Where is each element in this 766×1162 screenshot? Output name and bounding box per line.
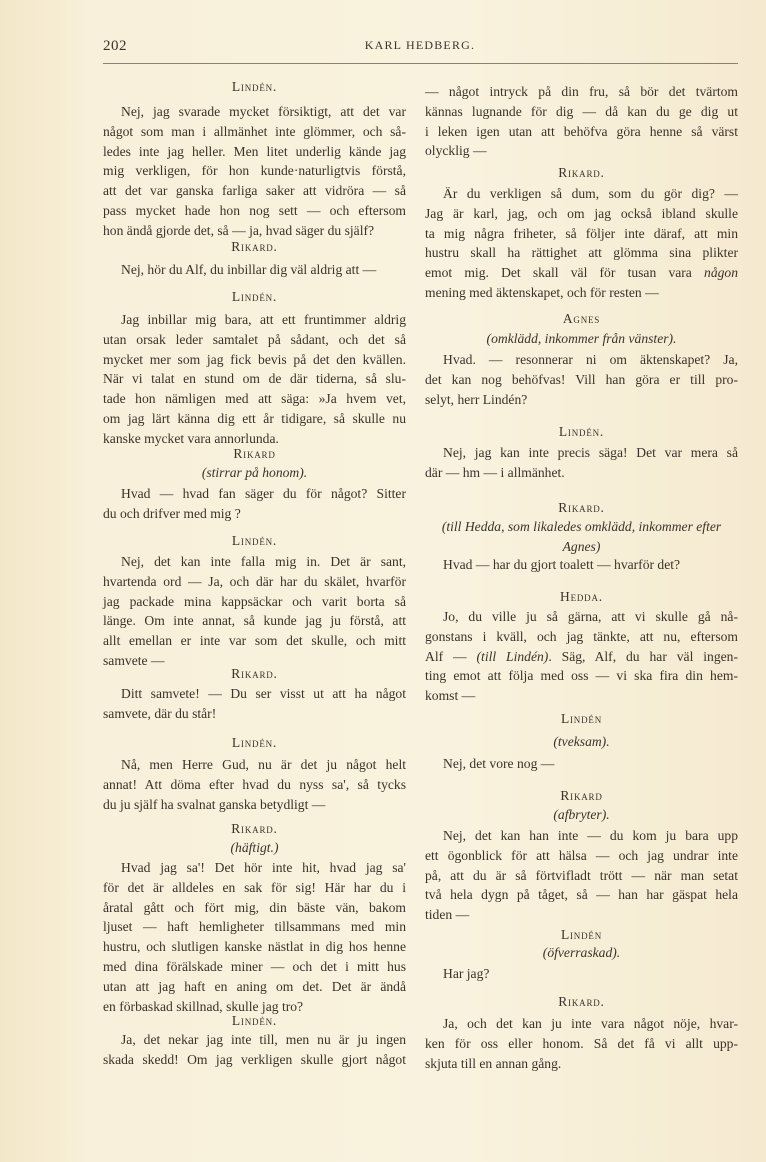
dialogue-line: hvartenda ord — Ja, och där har du skälet, hvarför — [103, 573, 406, 589]
dialogue-line: mening med äktenskapet, och för resten — — [425, 285, 659, 300]
speaker-name: Lindén. — [231, 735, 278, 750]
text-segment: emot mig. Det skall väl för tusan vara — [425, 265, 705, 281]
dialogue-line: att det var ganska farliga saker att vidröra — så — [103, 183, 406, 199]
speaker-name: Rikard. — [231, 239, 278, 254]
speaker-name: Agnes — [562, 311, 601, 326]
dialogue-line: Nej, hör du Alf, du inbillar dig väl aldrig att — — [121, 262, 377, 277]
dialogue-line: ta mig några friheter, så följer inte däraf, att min — [425, 225, 738, 241]
speaker-name: Hedda. — [560, 589, 603, 604]
dialogue-line: Ja, och det kan ju inte vara något nöje, hvar- — [443, 1016, 738, 1031]
dialogue-line: allt emellan er inte var som det skulle, och mitt — [103, 633, 406, 649]
stage-direction-line: (stirrar på honom). — [201, 465, 308, 480]
dialogue-line: Jag inbillar mig bara, att ett fruntimmer aldrig — [121, 312, 406, 327]
dialogue-line: du ju själf ha svalnat ganska betydligt — — [103, 796, 326, 812]
dialogue-line: komst — — [425, 688, 476, 704]
dialogue-line: med dina förälskade miner — och det i mitt hus — [103, 959, 406, 974]
dialogue-line: olycklig — — [425, 143, 487, 159]
dialogue-line: Hvad — hvad fan säger du för något? Sitter — [121, 486, 406, 501]
page-number: 202 — [103, 38, 127, 54]
dialogue-line: jag packade mina kappsäckar och varit borta så — [103, 593, 406, 609]
speaker-name: Lindén. — [231, 1013, 278, 1028]
dialogue-line — [425, 263, 738, 283]
stage-direction-line: (afbryter). — [553, 807, 610, 822]
dialogue-line: Hvad. — resonnerar ni om äktenskapet? Ja, — [443, 352, 738, 367]
dialogue-line: När vi talat en stund om de där tiderna, så slu- — [103, 371, 406, 387]
stage-direction-line: (häftigt.) — [230, 840, 279, 855]
stage-direction-line: Agnes) — [562, 538, 601, 554]
dialogue-line: där — hm — i allmänhet. — [425, 464, 565, 480]
dialogue-line: skada skedd! Om jag verkligen skulle gjort något — [103, 1051, 406, 1067]
dialogue-line: Ditt samvete! — Du ser visst ut att ha något — [121, 686, 406, 701]
dialogue-line: två hela dygn på tåget, så — han har gäspat hela — [425, 887, 738, 903]
dialogue-line: Nej, det vore nog — — [443, 756, 555, 771]
italic-text: någon — [704, 265, 738, 281]
running-head: KARL HEDBERG. — [364, 38, 476, 52]
dialogue-line: hon ändå gjorde det, så — ja, hvad säger du själf? — [103, 222, 375, 238]
speaker-name: Rikard — [233, 446, 276, 461]
speaker-name: Rikard — [560, 788, 603, 803]
speaker-name: Rikard. — [558, 500, 605, 515]
dialogue-line: utan orsak leder samtalet på sådant, och det så — [103, 331, 406, 347]
dialogue-line: hustru, och slutligen kanske nästlat in dig hos henne — [103, 939, 406, 955]
dialogue-line: utan att jag haft en aning om det. Det är ändå — [103, 978, 406, 994]
dialogue-line: ting emot att följa med oss — vi ska fira din hem- — [425, 668, 738, 684]
dialogue-line: selyt, herr Lindén? — [425, 391, 528, 407]
dialogue-line: på, att du är så förtvifladt trött — när man setat — [425, 867, 738, 883]
stage-direction-line: (öfverraskad). — [542, 945, 621, 960]
dialogue-line: annat! Att döma efter hvad du nyss sa', så tycks — [103, 776, 406, 792]
speaker-name: Lindén. — [558, 424, 605, 439]
speaker-name: Lindén. — [231, 533, 278, 548]
dialogue-line: tiden — — [425, 907, 470, 923]
dialogue-line: Hvad — har du gjort toalett — hvarför det? — [443, 557, 681, 572]
dialogue-line: pass mycket hade hon nog sett — och eftersom — [103, 203, 406, 218]
dialogue-line: om jag lärt känna dig ett år tidigare, så skulle nu — [103, 411, 406, 426]
dialogue-line: i leken igen utan att behöfva göra henne så värst — [425, 123, 738, 139]
speaker-name: Lindén — [560, 927, 603, 942]
speaker-name: Rikard. — [231, 666, 278, 681]
speaker-name: Rikard. — [558, 994, 605, 1009]
speaker-name: Rikard. — [558, 165, 605, 180]
stage-direction-line: (tveksam). — [553, 734, 610, 749]
dialogue-line: gonstans i kväll, och jag tänkte, att nu, eftersom — [425, 628, 738, 644]
dialogue-line: Ja, det nekar jag inte till, men nu är ju ingen — [121, 1032, 406, 1047]
dialogue-line: kanske mycket vara annorlunda. — [103, 430, 279, 446]
dialogue-line: hustru skall ha rättighet att glömma sina plikter — [425, 245, 738, 261]
dialogue-line: ledes inte jag heller. Men litet underlig kände jag — [103, 143, 406, 159]
dialogue-line: Nej, jag svarade mycket försiktigt, att det var — [121, 104, 406, 119]
dialogue-line: ken för oss eller honom. Så det få vi allt upp- — [425, 1035, 738, 1051]
dialogue-line: du och drifver med mig ? — [103, 505, 241, 521]
stage-direction-line: (omklädd, inkommer från vänster). — [486, 331, 677, 346]
dialogue-line: Jag är karl, jag, och om jag också ibland skulle — [425, 205, 738, 221]
text-segment: Alf — — [425, 648, 477, 664]
dialogue-line: — något intryck på din fru, så bör det tvärtom — [425, 84, 738, 99]
dialogue-line: Har jag? — [443, 966, 490, 981]
dialogue-line: mig verkligen, för hon kunde·naturligtvis förstå, — [103, 163, 406, 179]
speaker-name: Lindén. — [231, 289, 278, 304]
dialogue-line: för det är alldeles en sak för sig! Här har du i — [103, 879, 406, 895]
dialogue-line: åratal gått och fört mig, din bäste vän, bakom — [103, 899, 406, 915]
dialogue-line: ljuset — haft hemligheter tillsammans med min — [103, 919, 406, 935]
dialogue-line: skjuta till en annan gång. — [425, 1055, 562, 1071]
dialogue-line: Nej, jag kan inte precis säga! Det var mera så — [443, 445, 738, 460]
dialogue-line — [425, 647, 738, 667]
dialogue-line: det kan nog behöfvas! Vill han göra er till pro- — [425, 371, 738, 387]
dialogue-line: tade hon nämligen med att säga: »Ja hvem vet, — [103, 391, 406, 407]
dialogue-line: samvete — — [103, 653, 165, 668]
italic-text: (till Lindén) — [476, 648, 549, 664]
speaker-name: Lindén — [560, 711, 603, 726]
dialogue-line: mycket mer som jag fick bevis på det den kvällen. — [103, 351, 406, 367]
speaker-name: Lindén. — [231, 79, 278, 94]
right-column — [425, 0, 738, 1162]
dialogue-line: Nej, det kan han inte — du kom ju bara upp — [443, 828, 738, 843]
dialogue-line: kännas lugnande för dig — då kan du ge dig ut — [425, 103, 738, 119]
dialogue-line: länge. Om inte annat, så kunde jag ju förstå, att — [103, 613, 406, 629]
dialogue-line: Nej, det kan inte falla mig in. Det är sant, — [121, 554, 406, 569]
dialogue-line: en förbaskad skillnad, skulle jag tro? — [103, 998, 304, 1014]
dialogue-line: Nå, men Herre Gud, nu är det ju något helt — [121, 757, 406, 772]
dialogue-line: något som man i allmänhet inte glömmer, och så- — [103, 123, 406, 139]
dialogue-line: samvete, där du står! — [103, 705, 217, 721]
speaker-name: Rikard. — [231, 821, 278, 836]
dialogue-line: Jo, du ville ju så gärna, att vi skulle gå nå- — [443, 609, 738, 624]
dialogue-line: Är du verkligen så dum, som du gör dig? — — [443, 186, 738, 201]
stage-direction-line: (till Hedda, som likaledes omklädd, inkommer efter — [441, 519, 722, 534]
dialogue-line: Hvad jag sa'! Det hör inte hit, hvad jag sa' — [121, 860, 406, 875]
text-segment: . Säg, Alf, du har väl ingen- — [548, 648, 738, 664]
left-column — [103, 0, 406, 1162]
dialogue-line: ett ögonblick för att hälsa — och jag undrar inte — [425, 847, 738, 863]
